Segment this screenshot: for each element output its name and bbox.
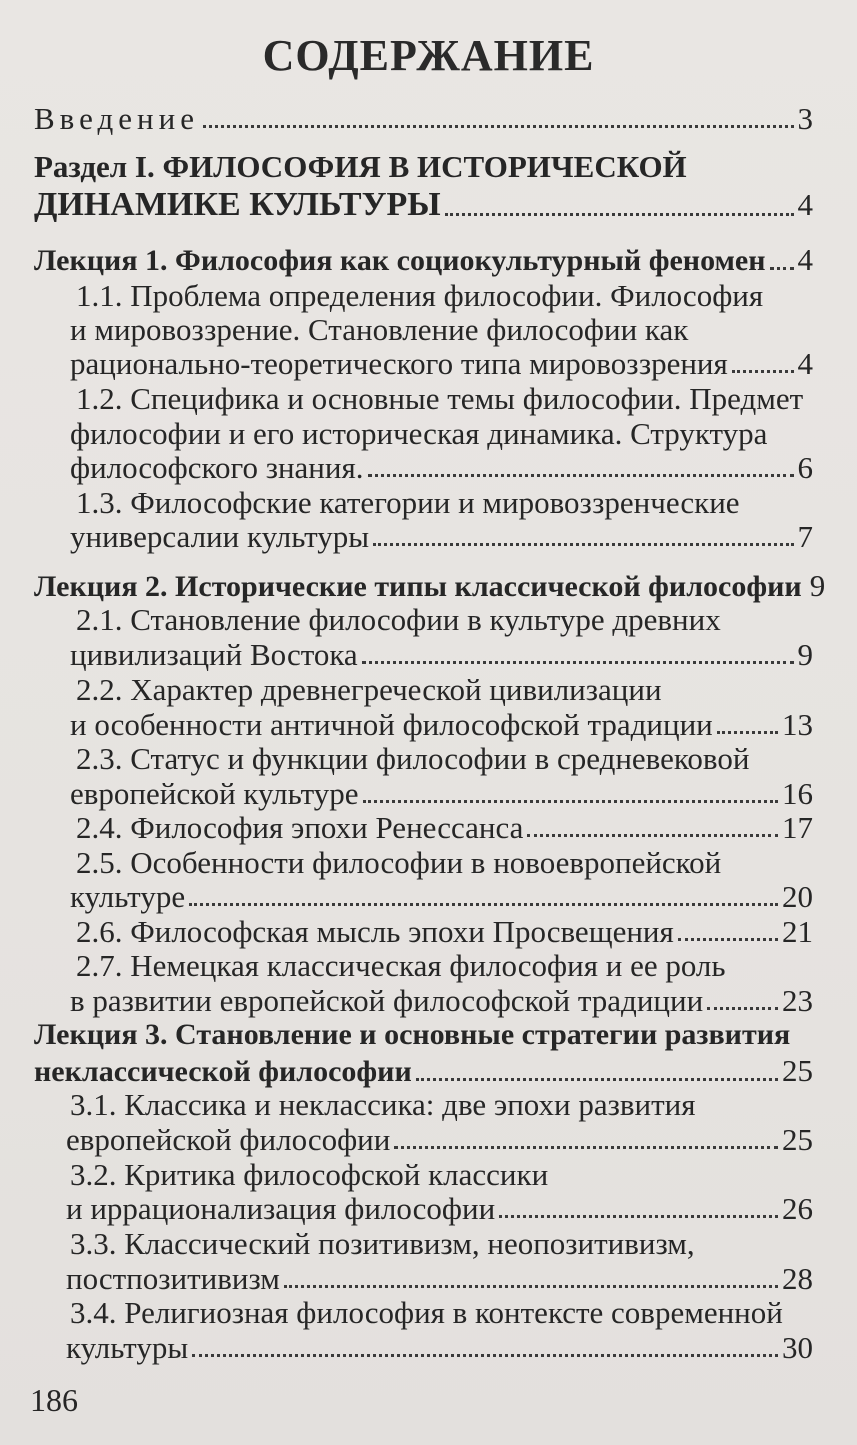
toc-entry-2-4[interactable] — [76, 812, 813, 843]
toc-subentry-line: 3.3. Классический позитивизм, неопозитивизм, — [70, 1226, 695, 1261]
toc-entry-1-2[interactable] — [70, 452, 813, 483]
toc-entry-1-1[interactable] — [70, 348, 813, 379]
toc-page-number: 4 — [797, 187, 813, 222]
leader-dots — [373, 543, 793, 546]
toc-entry-intro[interactable] — [34, 103, 813, 134]
toc-entry-label: постпозитивизм — [66, 1261, 280, 1296]
leader-dots — [445, 213, 794, 216]
toc-entry-label: и иррационализация философии — [66, 1191, 496, 1226]
toc-entry-label: цивилизаций Востока — [70, 637, 358, 672]
toc-page-number: 26 — [782, 1191, 813, 1226]
toc-entry-lecture-1[interactable] — [34, 244, 813, 276]
leader-dots — [203, 125, 794, 128]
toc-entry-label: Лекция 2. Исторические типы классической философии — [34, 570, 802, 603]
leader-dots — [362, 661, 794, 664]
toc-entry-1-3[interactable] — [70, 521, 813, 552]
leader-dots — [732, 370, 794, 373]
toc-entry-label: культуре — [70, 879, 186, 914]
toc-page-number: 23 — [782, 983, 813, 1018]
toc-subentry-line: 2.7. Немецкая классическая философия и ее роль — [76, 948, 726, 983]
leader-dots — [527, 834, 778, 837]
toc-subentry-line: 2.1. Становление философии в культуре древних — [76, 602, 721, 637]
toc-page-number: 4 — [797, 346, 813, 381]
toc-page-number: 21 — [782, 914, 813, 949]
toc-entry-lecture-2[interactable] — [34, 568, 826, 603]
toc-entry-2-3[interactable] — [70, 778, 813, 809]
toc-entry-label: универсалии культуры — [70, 519, 370, 554]
toc-entry-3-2[interactable] — [66, 1193, 813, 1224]
toc-subentry-line: 1.2. Специфика и основные темы философии. Предмет — [76, 381, 804, 416]
toc-subentry-line: 1.3. Философские категории и мировоззренческие — [76, 485, 740, 520]
toc-subentry-line: и мировоззрение. Становление философии как — [70, 312, 689, 347]
leader-dots — [394, 1146, 778, 1149]
toc-page-number: 13 — [782, 707, 813, 742]
toc-entry-3-3[interactable] — [66, 1263, 813, 1294]
toc-entry-section-1[interactable] — [34, 188, 813, 222]
toc-page-number: 30 — [782, 1330, 813, 1365]
toc-entry-label: ДИНАМИКЕ КУЛЬТУРЫ — [34, 186, 441, 223]
toc-entry-label: и особенности античной философской традиции — [70, 707, 713, 742]
toc-page-number: 3 — [797, 101, 813, 136]
page-title: СОДЕРЖАНИЕ — [262, 31, 595, 80]
toc-entry-2-5[interactable] — [70, 881, 813, 912]
toc-entry-3-1[interactable] — [66, 1124, 813, 1155]
toc-entry-2-7[interactable] — [70, 985, 813, 1016]
toc-page-number: 16 — [782, 776, 813, 811]
toc-entry-label: европейской философии — [66, 1122, 391, 1157]
toc-page-number: 6 — [797, 450, 813, 485]
toc-entry-label: неклассической философии — [34, 1055, 412, 1088]
leader-dots — [284, 1285, 778, 1288]
toc-entry-label: 2.4. Философия эпохи Ренессанса — [76, 810, 524, 845]
toc-entry-2-6[interactable] — [76, 916, 813, 947]
leader-dots — [499, 1215, 778, 1218]
leader-dots — [189, 903, 778, 906]
toc-entry-label: рационально-теоретического типа мировоззрения — [70, 346, 728, 381]
toc-entry-label: культуры — [66, 1330, 189, 1365]
section-heading-line1: Раздел I. ФИЛОСОФИЯ В ИСТОРИЧЕСКОЙ — [34, 149, 687, 184]
toc-lecture-line: Лекция 3. Становление и основные стратегии развития — [34, 1018, 791, 1051]
toc-page-number: 28 — [782, 1261, 813, 1296]
leader-dots — [416, 1078, 778, 1081]
toc-entry-label: в развитии европейской философской традиции — [70, 983, 704, 1018]
toc-page-number: 7 — [797, 519, 813, 554]
toc-entry-lecture-3[interactable] — [34, 1055, 813, 1087]
toc-entry-label: Введение — [34, 101, 199, 136]
toc-entry-label: Лекция 1. Философия как социокультурный феномен — [34, 244, 766, 277]
toc-subentry-line: 1.1. Проблема определения философии. Философия — [76, 278, 764, 313]
toc-subentry-line: 3.4. Религиозная философия в контексте современной — [70, 1295, 783, 1330]
toc-subentry-line: 3.2. Критика философской классики — [70, 1157, 549, 1192]
toc-entry-label: европейской культуре — [70, 776, 359, 811]
toc-page-number: 4 — [797, 242, 813, 277]
toc-subentry-line: 2.2. Характер древнегреческой цивилизации — [76, 672, 662, 707]
toc-subentry-line: философии и его историческая динамика. Структура — [70, 416, 768, 451]
toc-page-number: 20 — [782, 879, 813, 914]
toc-page-number: 9 — [797, 637, 813, 672]
leader-dots — [707, 1007, 778, 1010]
toc-entry-2-1[interactable] — [70, 639, 813, 670]
toc-subentry-line: 2.3. Статус и функции философии в средневековой — [76, 741, 750, 776]
leader-dots — [192, 1354, 778, 1357]
leader-dots — [717, 731, 778, 734]
toc-page-number: 25 — [782, 1053, 813, 1088]
leader-dots — [363, 800, 778, 803]
toc-subentry-line: 3.1. Классика и неклассика: две эпохи развития — [70, 1087, 696, 1122]
toc-entry-2-2[interactable] — [70, 709, 813, 740]
toc-entry-label: философского знания. — [70, 450, 364, 485]
toc-subentry-line: 2.5. Особенности философии в новоевропейской — [76, 845, 722, 880]
leader-dots — [770, 267, 794, 270]
leader-dots — [678, 938, 778, 941]
toc-page-number: 9 — [809, 568, 826, 603]
page-number: 186 — [30, 1382, 78, 1418]
toc-page-number: 25 — [782, 1122, 813, 1157]
toc-entry-label: 2.6. Философская мысль эпохи Просвещения — [76, 914, 674, 949]
leader-dots — [368, 474, 794, 477]
toc-page-number: 17 — [782, 810, 813, 845]
toc-entry-3-4[interactable] — [66, 1332, 813, 1363]
